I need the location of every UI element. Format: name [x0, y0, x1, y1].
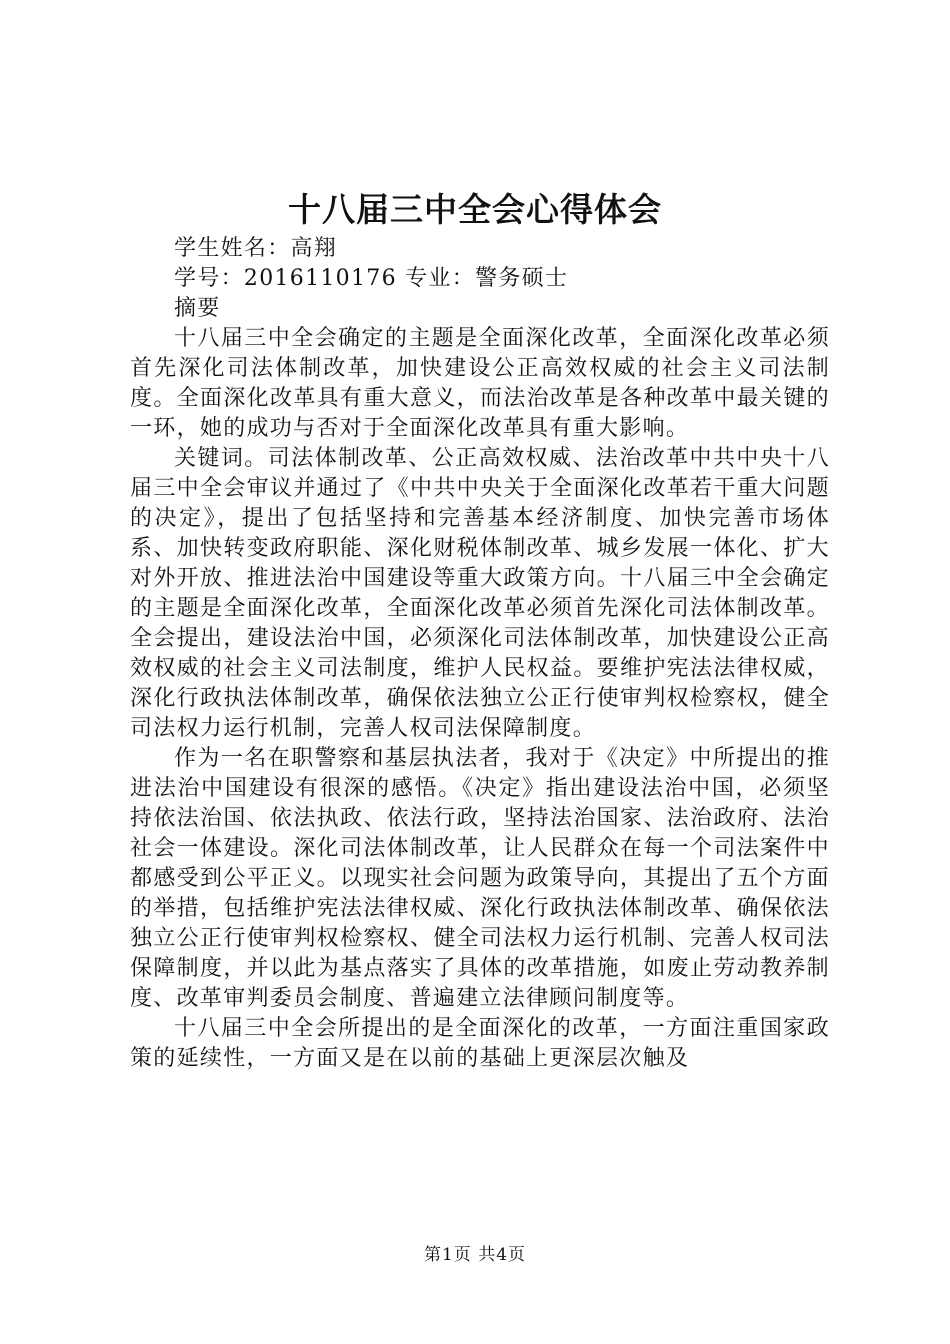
page-number-footer: 第1页 共4页 — [423, 1245, 527, 1265]
paragraph-keywords: 关键词。司法体制改革、公正高效权威、法治改革中共中央十八届三中全会审议并通过了《中共中央关于全面深化改革若干重大问题的决定》，提出了包括坚持和完善基本经济制度、加快完善市场体系、加快转变政府职能、深化财税体制改革、城乡发展一体化、扩大对外开放、推进法治中国建设等重大政策方向。十八届三中全会确定的主题是全面深化改革，全面深化改革必须首先深化司法体制改革。全会提出，建设法治中国，必须深化司法体制改革，加快建设公正高效权威的社会主义司法制度，维护人民权益。要维护宪法法律权威，深化行政执法体制改革，确保依法独立公正行使审判权检察权，健全司法权力运行机制，完善人权司法保障制度。 — [130, 446, 830, 741]
document-title: 十八届三中全会心得体会 — [288, 190, 662, 229]
abstract-heading: 摘要 — [174, 296, 221, 321]
student-name-line: 学生姓名：高翔 — [174, 236, 338, 261]
student-id-line: 学号：2016110176 专业：警务硕士 — [174, 266, 569, 291]
paragraph-continuation: 十八届三中全会所提出的是全面深化的改革，一方面注重国家政策的延续性，一方面又是在以前的基础上更深层次触及 — [130, 1016, 830, 1071]
paragraph-abstract: 十八届三中全会确定的主题是全面深化改革，全面深化改革必须首先深化司法体制改革，加快建设公正高效权威的社会主义司法制度。全面深化改革具有重大意义，而法治改革是各种改革中最关键的一环，她的成功与否对于全面深化改革具有重大影响。 — [130, 326, 830, 441]
document-body — [130, 234, 830, 1074]
paragraph-police-reflection: 作为一名在职警察和基层执法者，我对于《决定》中所提出的推进法治中国建设有很深的感悟。《决定》指出建设法治中国，必须坚持依法治国、依法执政、依法行政，坚持法治国家、法治政府、法治社会一体建设。深化司法体制改革，让人民群众在每一个司法案件中都感受到公平正义。以现实社会问题为政策导向，其提出了五个方面的举措，包括维护宪法法律权威、深化行政执法体制改革、确保依法独立公正行使审判权检察权、健全司法权力运行机制、完善人权司法保障制度，并以此为基点落实了具体的改革措施，如废止劳动教养制度、改革审判委员会制度、普遍建立法律顾问制度等。 — [130, 746, 830, 1011]
